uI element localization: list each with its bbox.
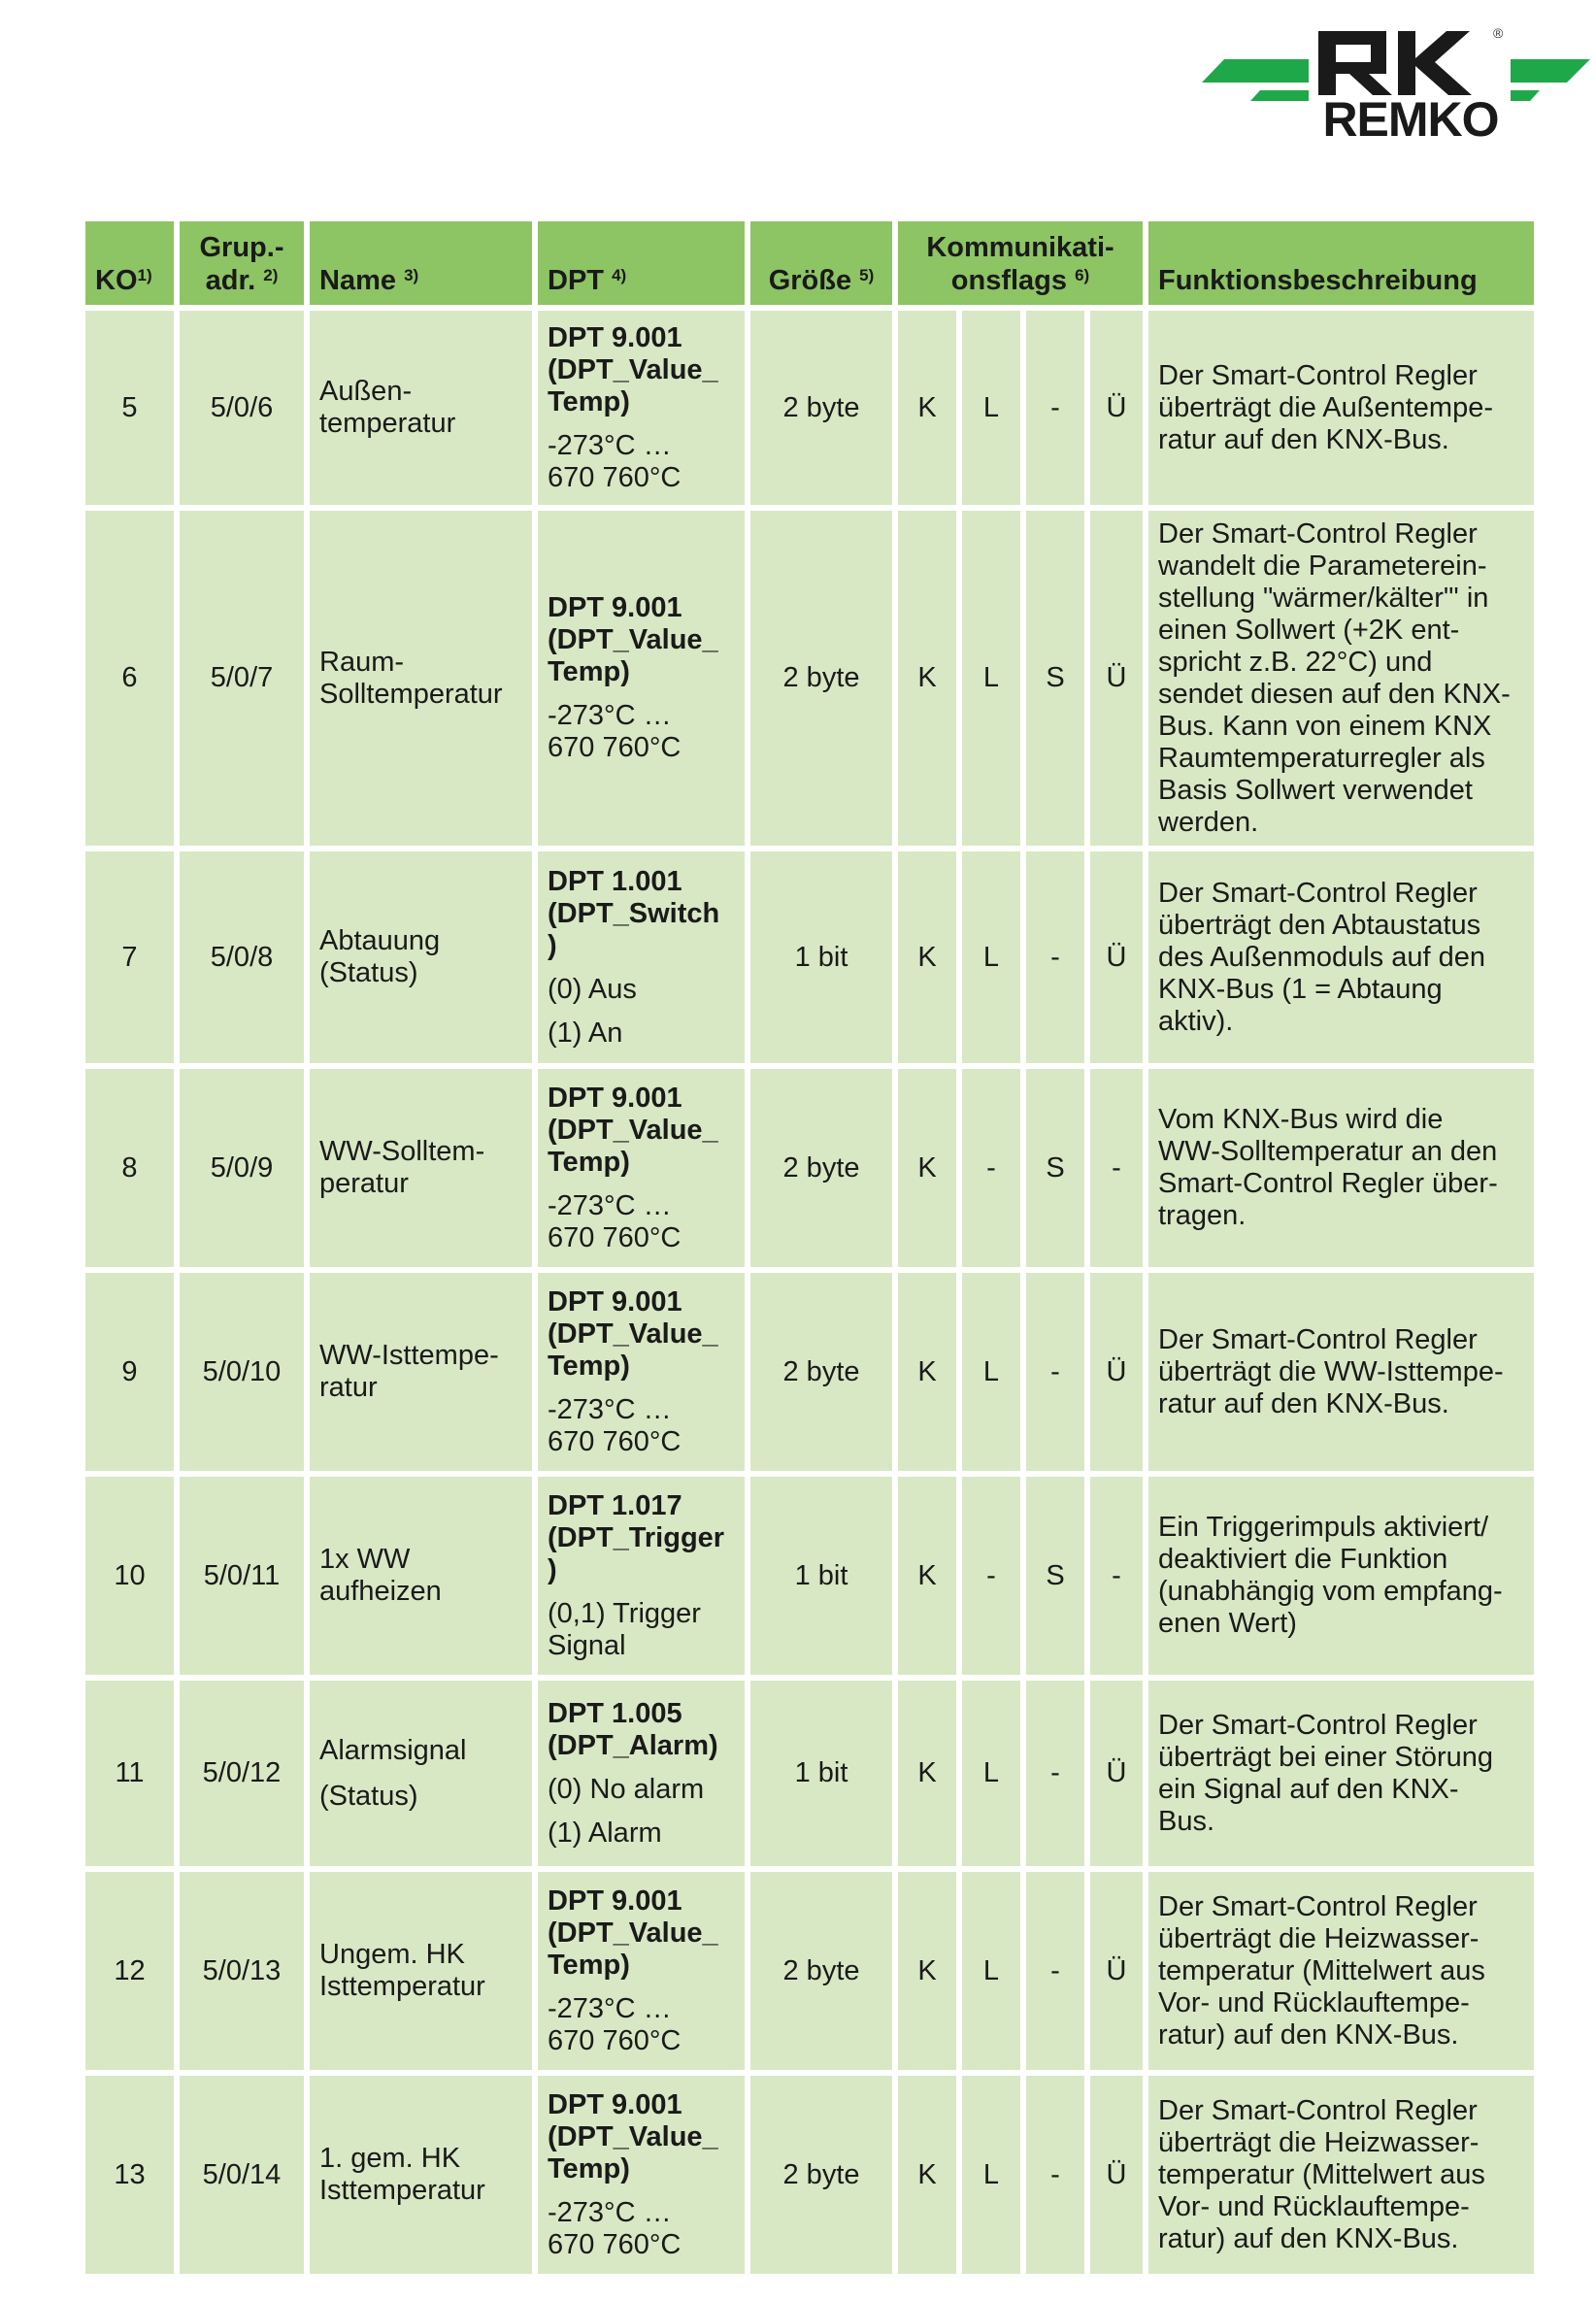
- table-row: [85, 1681, 1534, 1866]
- dpt-range: [548, 1394, 735, 1458]
- dpt-range: [548, 1190, 735, 1254]
- cell-flag: [898, 1681, 956, 1866]
- cell-name: [310, 2076, 532, 2274]
- cell-flag: [1026, 1273, 1084, 1471]
- communication-flag: Ü: [1106, 662, 1127, 693]
- group-address: 5/0/10: [202, 1355, 282, 1387]
- communication-flag: L: [982, 941, 1000, 973]
- data-size: 2 byte: [782, 1954, 860, 1986]
- object-name: WW-Isttempe- ratur: [319, 1340, 499, 1403]
- dpt-range-value: (0) No alarm: [548, 1773, 705, 1805]
- cell-size: [750, 1069, 892, 1267]
- table-row: [85, 851, 1534, 1063]
- dpt-code: DPT 9.001 (DPT_Value_ Temp): [548, 321, 718, 417]
- cell-flag: [1026, 1681, 1084, 1866]
- cell-ko: [85, 1681, 174, 1866]
- table-row: [85, 1872, 1534, 2070]
- cell-group-address: [180, 1273, 304, 1471]
- header-description: Funktionsbeschreibung: [1148, 221, 1534, 305]
- cell-ko: [85, 1069, 174, 1267]
- communication-flag: K: [917, 2158, 937, 2190]
- cell-flag: [898, 1069, 956, 1267]
- cell-description: [1148, 1273, 1534, 1471]
- dpt-code: DPT 1.005 (DPT_Alarm): [548, 1697, 718, 1761]
- dpt-range: [548, 2197, 735, 2261]
- communication-flag: -: [986, 1151, 996, 1184]
- remko-logo: [1202, 27, 1590, 146]
- cell-ko: [85, 311, 174, 505]
- communication-flag: -: [1050, 941, 1060, 973]
- cell-flag: [898, 1273, 956, 1471]
- dpt-range-value: -273°C … 670 760°C: [548, 1393, 682, 1457]
- group-address: 5/0/7: [210, 662, 274, 693]
- cell-group-address: [180, 2076, 304, 2274]
- communication-flag: -: [1050, 1355, 1060, 1387]
- object-name: 1. gem. HK Isttemperatur: [319, 2143, 485, 2206]
- communication-flag: K: [917, 941, 937, 973]
- cell-group-address: [180, 311, 304, 505]
- function-description: Vom KNX-Bus wird die WW-Solltemperatur an den Smart-Control Regler über- tragen.: [1158, 1104, 1498, 1231]
- communication-flag: Ü: [1106, 1757, 1127, 1788]
- data-size: 1 bit: [794, 941, 848, 973]
- header-communication-flags: Kommunikati- onsflags $^{6)}$: [898, 221, 1143, 305]
- cell-group-address: [180, 1477, 304, 1675]
- cell-size: [750, 1681, 892, 1866]
- cell-flag: [962, 311, 1020, 505]
- cell-flag: [962, 2076, 1020, 2274]
- dpt-range: [548, 974, 735, 1050]
- data-size: 2 byte: [782, 662, 860, 693]
- dpt-code: DPT 9.001 (DPT_Value_ Temp): [548, 1082, 718, 1178]
- function-description: Der Smart-Control Regler überträgt die Heizwasser- temperatur (Mittelwert aus Vor- und Rücklauftempe- ratur) auf den KNX-Bus.: [1158, 1890, 1485, 2051]
- cell-description: [1148, 1681, 1534, 1866]
- communication-flag: Ü: [1106, 391, 1127, 423]
- data-size: 1 bit: [794, 1757, 848, 1788]
- cell-ko: [85, 511, 174, 846]
- data-size: 2 byte: [782, 2158, 860, 2190]
- communication-flag: K: [917, 391, 937, 423]
- cell-flag: [898, 311, 956, 505]
- dpt-code: DPT 9.001 (DPT_Value_ Temp): [548, 2088, 718, 2184]
- group-address: 5/0/12: [202, 1757, 282, 1788]
- cell-flag: [1026, 2076, 1084, 2274]
- data-size: 2 byte: [782, 1355, 860, 1387]
- communication-flag: L: [982, 391, 1000, 423]
- communication-flag: S: [1046, 1151, 1065, 1184]
- group-address: 5/0/8: [210, 941, 274, 973]
- cell-size: [750, 851, 892, 1063]
- dpt-range-value: -273°C … 670 760°C: [548, 1189, 682, 1253]
- cell-flag: [1090, 851, 1143, 1063]
- cell-group-address: [180, 511, 304, 846]
- cell-flag: [1090, 511, 1143, 846]
- group-address: 5/0/11: [203, 1559, 281, 1591]
- communication-flag: -: [1112, 1559, 1121, 1591]
- table-row: [85, 1477, 1534, 1675]
- dpt-range: [548, 430, 735, 494]
- dpt-range-value: -273°C … 670 760°C: [548, 429, 682, 493]
- communication-flag: -: [986, 1559, 996, 1591]
- cell-group-address: [180, 1681, 304, 1866]
- function-description: Der Smart-Control Regler überträgt den Abtaustatus des Außenmoduls auf den KNX-Bus (1 = Abtaung aktiv).: [1158, 877, 1485, 1037]
- cell-dpt: [538, 2076, 745, 2274]
- cell-group-address: [180, 1872, 304, 2070]
- cell-ko: [85, 2076, 174, 2274]
- object-name: Alarmsignal: [319, 1734, 467, 1766]
- function-description: Ein Triggerimpuls aktiviert/ deaktiviert die Funktion (unabhängig vom empfang- enen Wert): [1158, 1512, 1503, 1639]
- cell-flag: [1090, 311, 1143, 505]
- cell-flag: [898, 2076, 956, 2274]
- cell-ko: [85, 1872, 174, 2070]
- cell-flag: [962, 1273, 1020, 1471]
- ko-number: 5: [121, 391, 138, 423]
- dpt-code: DPT 1.001 (DPT_Switch ): [548, 865, 720, 961]
- cell-size: [750, 511, 892, 846]
- knx-object-table: [80, 216, 1540, 2280]
- cell-ko: [85, 1477, 174, 1675]
- cell-dpt: [538, 851, 745, 1063]
- cell-name: [310, 851, 532, 1063]
- communication-flag: -: [1050, 391, 1060, 423]
- dpt-code: DPT 1.017 (DPT_Trigger ): [548, 1489, 725, 1585]
- cell-flag: [898, 851, 956, 1063]
- communication-flag: -: [1112, 1151, 1121, 1184]
- cell-flag: [1026, 311, 1084, 505]
- cell-dpt: [538, 1069, 745, 1267]
- communication-flag: K: [917, 1151, 937, 1184]
- dpt-range-value: -273°C … 670 760°C: [548, 1992, 682, 2056]
- cell-flag: [1090, 1069, 1143, 1267]
- dpt-range-value: (1) Alarm: [548, 1817, 662, 1849]
- cell-name: [310, 1069, 532, 1267]
- communication-flag: L: [982, 2158, 1000, 2190]
- communication-flag: L: [982, 1355, 1000, 1387]
- communication-flag: L: [982, 662, 1000, 693]
- cell-description: [1148, 1872, 1534, 2070]
- data-size: 1 bit: [794, 1559, 848, 1591]
- data-size: 2 byte: [782, 391, 860, 423]
- group-address: 5/0/9: [210, 1151, 274, 1184]
- cell-dpt: [538, 1872, 745, 2070]
- cell-flag: [962, 511, 1020, 846]
- object-name: Raum- Solltemperatur: [319, 646, 503, 710]
- cell-flag: [898, 511, 956, 846]
- cell-description: [1148, 1477, 1534, 1675]
- ko-number: 9: [121, 1355, 138, 1387]
- ko-number: 10: [114, 1559, 146, 1591]
- dpt-code: DPT 9.001 (DPT_Value_ Temp): [548, 1285, 718, 1382]
- cell-flag: [1090, 2076, 1143, 2274]
- communication-flag: Ü: [1106, 941, 1127, 973]
- ko-number: 13: [114, 2158, 146, 2190]
- cell-size: [750, 1872, 892, 2070]
- header-name: Name $^{3)}$: [310, 221, 532, 305]
- function-description: Der Smart-Control Regler wandelt die Parameterein- stellung "wärmer/kälter"' in einen Sollwert (+2K ent- spricht z.B. 22°C) und sendet diesen auf den KNX- Bus. Kann von einem KNX Raumtemperaturregler als Basis Sollwert verwendet werden.: [1158, 517, 1511, 838]
- cell-dpt: [538, 1273, 745, 1471]
- communication-flag: K: [917, 1757, 937, 1788]
- communication-flag: K: [917, 662, 937, 693]
- function-description: Der Smart-Control Regler überträgt bei einer Störung ein Signal auf den KNX- Bus.: [1158, 1709, 1493, 1837]
- object-name: Außen- temperatur: [319, 376, 456, 439]
- cell-flag: [1026, 1477, 1084, 1675]
- table-row: [85, 2076, 1534, 2274]
- group-address: 5/0/6: [210, 391, 274, 423]
- table-row: [85, 1069, 1534, 1267]
- dpt-range-value: -273°C … 670 760°C: [548, 2196, 682, 2260]
- cell-flag: [1026, 1872, 1084, 2070]
- cell-flag: [1026, 511, 1084, 846]
- cell-flag: [1090, 1872, 1143, 2070]
- cell-flag: [962, 851, 1020, 1063]
- logo-wordmark: REMKO: [1322, 92, 1499, 147]
- function-description: Der Smart-Control Regler überträgt die Außentempe- ratur auf den KNX-Bus.: [1158, 359, 1493, 455]
- dpt-range-value: (0,1) Trigger Signal: [548, 1597, 701, 1661]
- function-description: Der Smart-Control Regler überträgt die WW-Isttempe- ratur auf den KNX-Bus.: [1158, 1323, 1504, 1419]
- object-name: 1x WW aufheizen: [319, 1544, 442, 1607]
- table-row: [85, 511, 1534, 846]
- dpt-range: [548, 1598, 735, 1662]
- cell-dpt: [538, 511, 745, 846]
- communication-flag: L: [982, 1757, 1000, 1788]
- communication-flag: K: [917, 1559, 937, 1591]
- dpt-range-value: (0) Aus: [548, 973, 637, 1005]
- header-dpt: DPT $^{4)}$: [538, 221, 745, 305]
- object-name: (Status): [319, 1780, 418, 1812]
- cell-size: [750, 1477, 892, 1675]
- communication-flag: S: [1046, 662, 1065, 693]
- object-name: Abtauung (Status): [319, 925, 441, 988]
- cell-group-address: [180, 1069, 304, 1267]
- cell-description: [1148, 851, 1534, 1063]
- header-group-address: Grup.- adr. $^{2)}$: [180, 221, 304, 305]
- cell-name: [310, 1681, 532, 1866]
- table-row: [85, 311, 1534, 505]
- cell-size: [750, 2076, 892, 2274]
- ko-number: 12: [114, 1954, 146, 1986]
- cell-name: [310, 1477, 532, 1675]
- cell-dpt: [538, 1477, 745, 1675]
- ko-number: 6: [121, 662, 138, 693]
- header-size: Größe $^{5)}$: [750, 221, 892, 305]
- dpt-code: DPT 9.001 (DPT_Value_ Temp): [548, 592, 718, 687]
- dpt-range: [548, 1993, 735, 2057]
- dpt-range-value: -273°C … 670 760°C: [548, 700, 682, 763]
- cell-flag: [898, 1477, 956, 1675]
- communication-flag: -: [1050, 1954, 1060, 1986]
- function-description: Der Smart-Control Regler überträgt die Heizwasser- temperatur (Mittelwert aus Vor- und Rücklauftempe- ratur) auf den KNX-Bus.: [1158, 2094, 1485, 2254]
- cell-name: [310, 311, 532, 505]
- dpt-range-value: (1) An: [548, 1017, 623, 1049]
- object-name: Ungem. HK Isttemperatur: [319, 1939, 485, 2002]
- communication-flag: Ü: [1106, 1954, 1127, 1986]
- ko-number: 8: [121, 1151, 138, 1184]
- cell-size: [750, 311, 892, 505]
- cell-flag: [962, 1872, 1020, 2070]
- cell-flag: [962, 1681, 1020, 1866]
- cell-dpt: [538, 1681, 745, 1866]
- table-row: [85, 1273, 1534, 1471]
- cell-description: [1148, 1069, 1534, 1267]
- communication-flag: L: [982, 1954, 1000, 1986]
- cell-flag: [962, 1477, 1020, 1675]
- object-name: WW-Solltem- peratur: [319, 1136, 485, 1199]
- cell-flag: [1090, 1477, 1143, 1675]
- communication-flag: S: [1046, 1559, 1065, 1591]
- ko-number: 7: [121, 941, 138, 973]
- cell-dpt: [538, 311, 745, 505]
- cell-size: [750, 1273, 892, 1471]
- cell-name: [310, 511, 532, 846]
- table-header: [85, 221, 1534, 305]
- cell-description: [1148, 511, 1534, 846]
- cell-description: [1148, 2076, 1534, 2274]
- cell-flag: [962, 1069, 1020, 1267]
- communication-flag: -: [1050, 1757, 1060, 1788]
- cell-name: [310, 1872, 532, 2070]
- cell-ko: [85, 1273, 174, 1471]
- header-ko: KO$^{1)}$: [85, 221, 174, 305]
- registered-mark: ®: [1493, 25, 1504, 41]
- cell-flag: [898, 1872, 956, 2070]
- communication-flag: K: [917, 1954, 937, 1986]
- communication-flag: Ü: [1106, 2158, 1127, 2190]
- group-address: 5/0/13: [202, 1954, 282, 1986]
- dpt-range: [548, 1774, 735, 1850]
- cell-group-address: [180, 851, 304, 1063]
- cell-flag: [1026, 1069, 1084, 1267]
- communication-flag: -: [1050, 2158, 1060, 2190]
- dpt-range: [548, 700, 735, 764]
- cell-description: [1148, 311, 1534, 505]
- cell-flag: [1026, 851, 1084, 1063]
- cell-name: [310, 1273, 532, 1471]
- group-address: 5/0/14: [202, 2158, 282, 2190]
- ko-number: 11: [115, 1757, 145, 1788]
- cell-flag: [1090, 1681, 1143, 1866]
- data-size: 2 byte: [782, 1151, 860, 1184]
- dpt-code: DPT 9.001 (DPT_Value_ Temp): [548, 1884, 718, 1981]
- communication-flag: Ü: [1106, 1355, 1127, 1387]
- cell-ko: [85, 851, 174, 1063]
- table-body: [85, 311, 1534, 2274]
- communication-flag: K: [917, 1355, 937, 1387]
- cell-flag: [1090, 1273, 1143, 1471]
